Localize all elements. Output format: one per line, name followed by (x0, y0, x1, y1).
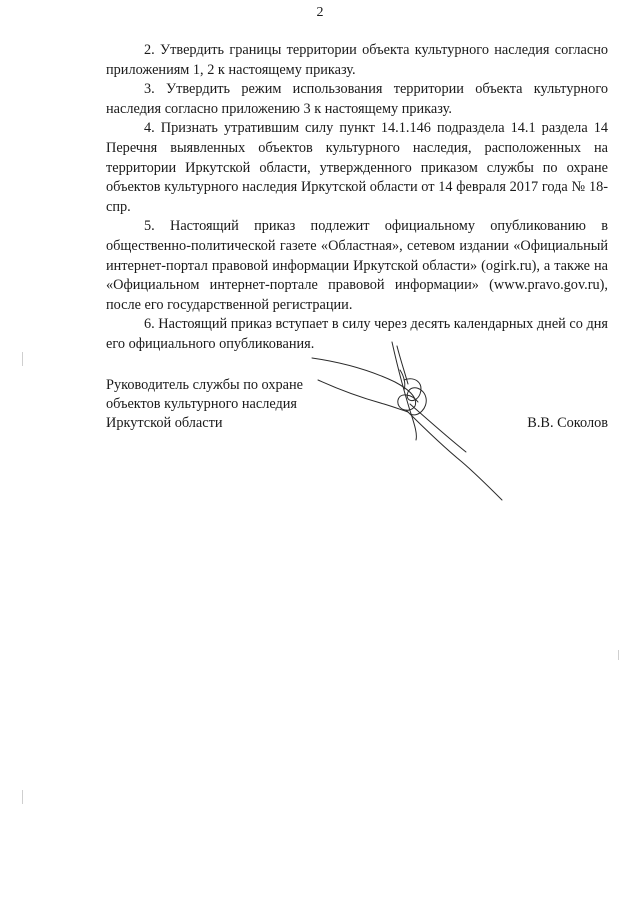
paragraph-5: 5. Настоящий приказ подлежит официальному опубликованию в общественно-политической газете «Областная», сетевом издании «Официальный интернет-портал правовой информации Иркутской области» (ogirk.ru), а также на «Официальном интернет-портале правовой информации» (www.pravo.gov.ru), после его государственной регистрации. (106, 218, 608, 313)
scan-margin-mark (22, 352, 23, 366)
page-number: 2 (316, 5, 324, 20)
paragraph-2: 2. Утвердить границы территории объекта культурного наследия согласно приложениям 1, 2 к настоящему приказу. (106, 42, 608, 78)
signatory-title-line-2: объектов культурного наследия (106, 396, 297, 412)
paragraph-3: 3. Утвердить режим использования территории объекта культурного наследия согласно приложению 3 к настоящему приказу. (106, 81, 608, 117)
scan-margin-mark (618, 650, 619, 660)
scan-margin-mark (22, 790, 23, 804)
signature-block (106, 376, 608, 433)
paragraph-4: 4. Признать утратившим силу пункт 14.1.146 подраздела 14.1 раздела 14 Перечня выявленных объектов культурного наследия, расположенных на территории Иркутской области, утвержденного приказом службы по охране объектов культурного наследия Иркутской области от 14 февраля 2017 года № 18-спр. (106, 120, 608, 215)
signatory-name: В.В. Соколов (527, 415, 608, 431)
signatory-title-line-3: Иркутской области (106, 415, 223, 431)
document-body (106, 41, 608, 355)
signatory-title-line-1: Руководитель службы по охране (106, 377, 303, 393)
paragraph-6: 6. Настоящий приказ вступает в силу через десять календарных дней со дня его официального опубликования. (106, 316, 608, 352)
